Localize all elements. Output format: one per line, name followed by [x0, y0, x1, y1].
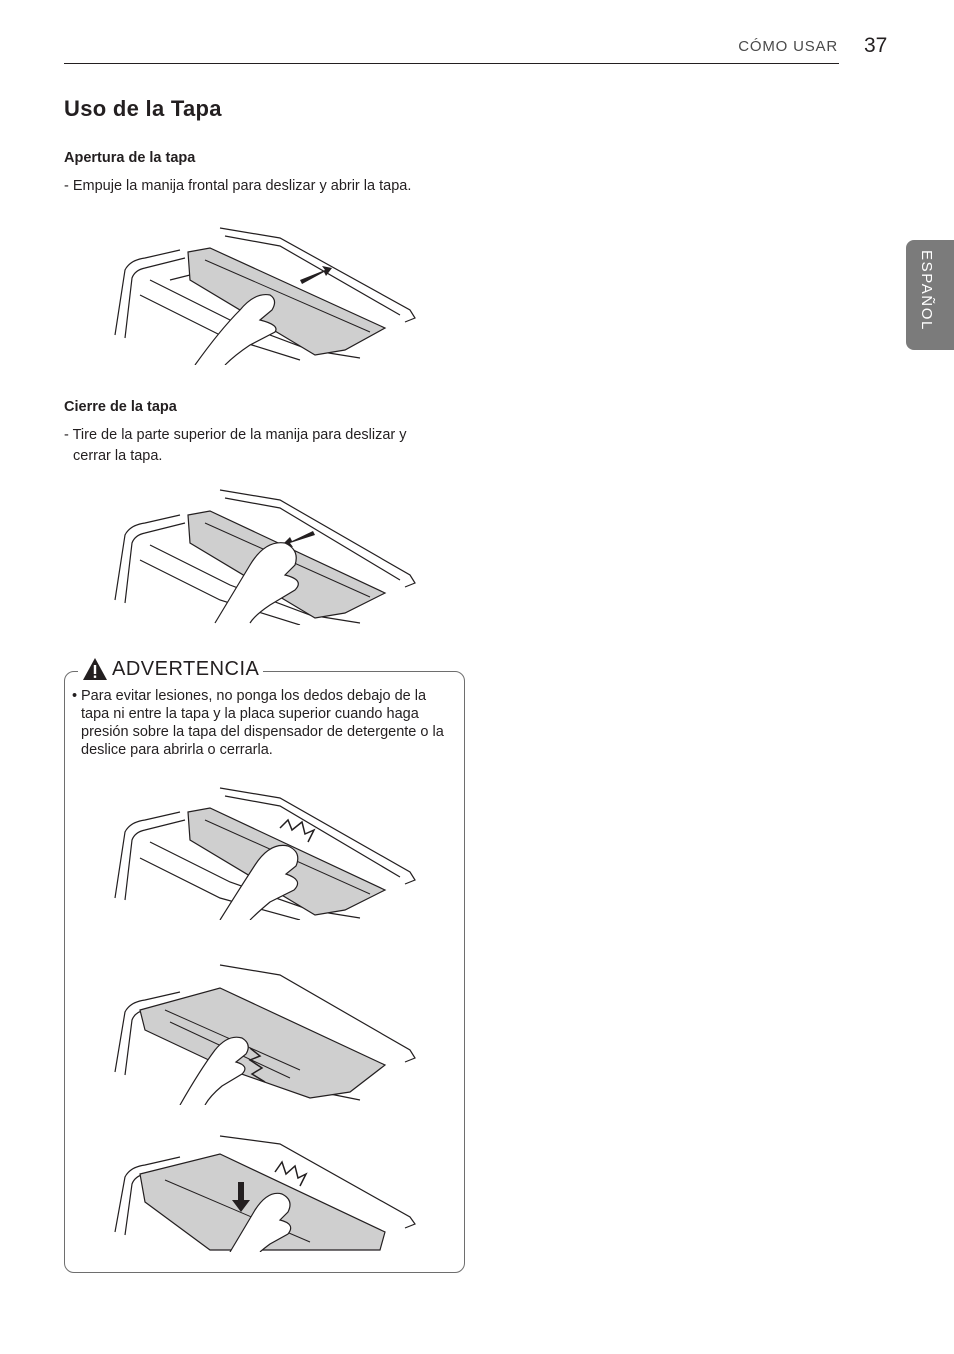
warning-text-block: [72, 687, 458, 759]
closing-text-line2: cerrar la tapa.: [73, 448, 163, 464]
closing-heading: Cierre de la tapa: [64, 399, 177, 415]
warning-label: ADVERTENCIA: [112, 657, 260, 680]
warning-bullet: •: [72, 688, 78, 704]
illustration-opening-lid: [110, 220, 420, 365]
illustration-warning-pinch-bottom: [110, 1132, 420, 1252]
section-label: CÓMO USAR: [738, 38, 838, 55]
warning-text: Para evitar lesiones, no ponga los dedos debajo de la tapa ni entre la tapa y la placa superior cuando haga presión sobre la tapa del dispensador de detergente o la deslice para abrirla o cerrarla.: [81, 688, 444, 758]
page-number: 37: [864, 34, 888, 57]
illustration-closing-lid: [110, 485, 420, 625]
opening-heading: Apertura de la tapa: [64, 150, 196, 166]
page-title: Uso de la Tapa: [64, 96, 222, 121]
header-rule: [64, 63, 839, 64]
warning-triangle-icon: [82, 657, 108, 681]
illustration-warning-pinch-top: [110, 780, 420, 920]
opening-text: - Empuje la manija frontal para deslizar y abrir la tapa.: [64, 178, 412, 194]
closing-text-line1: - Tire de la parte superior de la manija para deslizar y: [64, 427, 407, 443]
closing-text: [64, 425, 407, 467]
warning-header: [78, 657, 263, 681]
language-tab: [906, 240, 954, 350]
language-tab-label: ESPAÑOL: [918, 250, 935, 331]
illustration-warning-pinch-middle: [110, 960, 420, 1105]
